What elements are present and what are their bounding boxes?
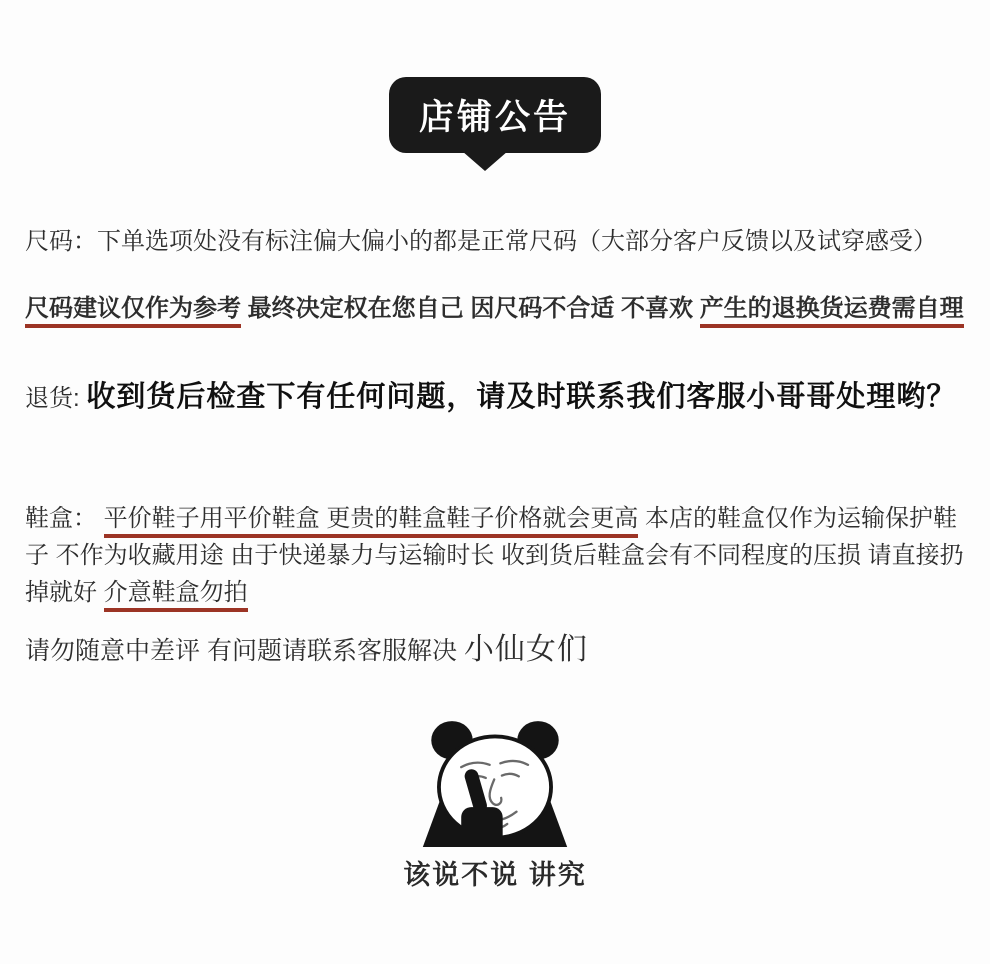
announcement-badge [0,0,990,171]
hand-fist [461,807,502,847]
sizing-advice-underlined-2: 产生的退换货运费需自理 [700,295,964,328]
shoebox-paragraph [25,500,965,611]
announcement-badge-bubble [389,77,601,153]
sizing-line1: 尺码：下单选项处没有标注偏大偏小的都是正常尺码（大部分客户反馈以及试穿感受） [25,228,937,255]
speech-bubble-tail [462,151,508,171]
announcement-content [0,225,990,892]
sizing-paragraph [25,225,965,259]
review-note-text: 请勿随意中差评 有问题请联系客服解决 [25,637,464,665]
sizing-advice-middle: 最终决定权在您自己 因尺码不合适 不喜欢 [247,295,700,322]
panda-meme-figure [25,718,965,892]
return-policy-text: 收到货后检查下有任何问题，请及时联系我们客服小哥哥处理哟？ [86,381,957,413]
sizing-advice-underlined-1: 尺码建议仅作为参考 [25,295,241,328]
review-note-paragraph [25,633,965,668]
shoebox-underlined-2: 介意鞋盒勿拍 [104,579,248,612]
shoebox-label: 鞋盒： [25,505,97,532]
shoebox-underlined-1: 平价鞋子用平价鞋盒 更贵的鞋盒鞋子价格就会更高 [104,505,639,538]
announcement-badge-label: 店铺公告 [418,98,571,137]
shoebox-middle: 本店的鞋盒仅作为运输保护鞋子 不作为收藏用途 由于快递暴力与运输时长 收到货后鞋盒会有不同程度的压损 请直接扔掉就好 [25,505,964,606]
review-note-highlight: 小仙女们 [463,633,588,666]
panda-thumbs-up-meme-icon [418,718,572,847]
return-policy-paragraph [25,380,965,416]
sizing-advice-paragraph [25,292,965,326]
return-policy-label: 退货: [25,385,80,412]
meme-caption: 该说不说 讲究 [403,860,587,890]
